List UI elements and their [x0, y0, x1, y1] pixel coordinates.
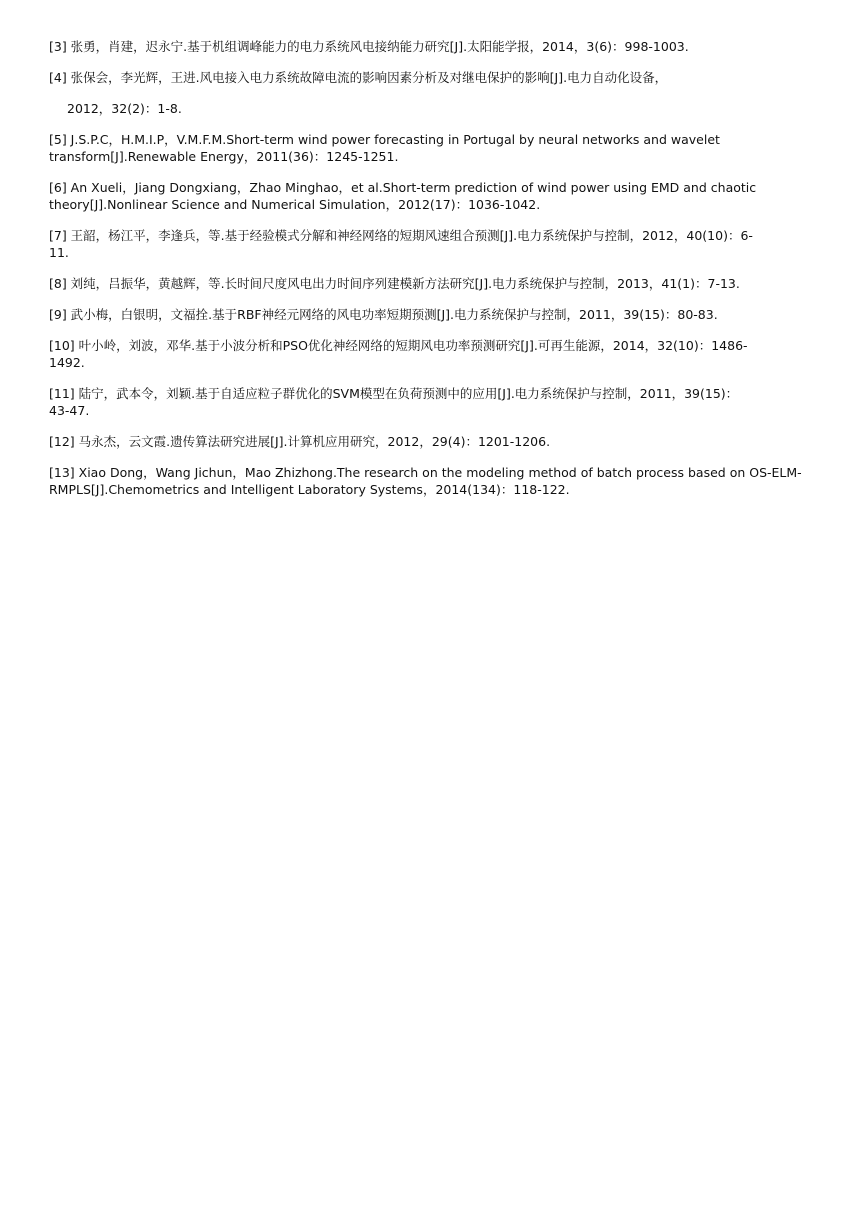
reference-line: [3] 张勇，肖建，迟永宁.基于机组调峰能力的电力系统风电接纳能力研究[J].太阳能学报，2014，3(6)：998-1003.: [49, 39, 689, 54]
reference-3: [49, 38, 824, 55]
reference-13: [49, 464, 824, 498]
reference-12: [49, 433, 824, 450]
reference-line: [11] 陆宁，武本令，刘颖.基于自适应粒子群优化的SVM模型在负荷预测中的应用[J].电力系统保护与控制，2011，39(15)：: [49, 386, 739, 401]
reference-list: [49, 38, 824, 512]
reference-line: [10] 叶小岭，刘波，邓华.基于小波分析和PSO优化神经网络的短期风电功率预测研究[J].可再生能源，2014，32(10)：1486-: [49, 338, 748, 353]
reference-line: 43-47.: [49, 403, 90, 418]
reference-line: 11.: [49, 245, 69, 260]
reference-line: [6] An Xueli，Jiang Dongxiang，Zhao Minghao，et al.Short-term prediction of wind power using EMD and chaotic: [49, 180, 757, 195]
reference-11: [49, 385, 824, 419]
reference-6: [49, 179, 824, 213]
reference-line: [12] 马永杰，云文霞.遗传算法研究进展[J].计算机应用研究，2012，29(4)：1201-1206.: [49, 434, 551, 449]
reference-line: 2012，32(2)：1-8.: [67, 101, 182, 116]
reference-line: [7] 王韶，杨江平，李逢兵，等.基于经验模式分解和神经网络的短期风速组合预测[J].电力系统保护与控制，2012，40(10)：6-: [49, 228, 753, 243]
reference-line: [5] J.S.P.C，H.M.I.P，V.M.F.M.Short-term wind power forecasting in Portugal by neural networks and wavelet: [49, 132, 720, 147]
reference-5: [49, 131, 824, 165]
reference-line: theory[J].Nonlinear Science and Numerical Simulation，2012(17)：1036-1042.: [49, 197, 541, 212]
reference-10: [49, 337, 824, 371]
reference-line: [9] 武小梅，白银明，文福拴.基于RBF神经元网络的风电功率短期预测[J].电力系统保护与控制，2011，39(15)：80-83.: [49, 307, 718, 322]
reference-9: [49, 306, 824, 323]
reference-7: [49, 227, 824, 261]
reference-4: [49, 69, 824, 117]
reference-line: transform[J].Renewable Energy，2011(36)：1245-1251.: [49, 149, 399, 164]
reference-line: [4] 张保会，李光辉，王进.风电接入电力系统故障电流的影响因素分析及对继电保护的影响[J].电力自动化设备，: [49, 70, 668, 85]
reference-line: 1492.: [49, 355, 85, 370]
reference-line: RMPLS[J].Chemometrics and Intelligent Laboratory Systems，2014(134)：118-122.: [49, 482, 570, 497]
reference-8: [49, 275, 824, 292]
reference-line: [13] Xiao Dong，Wang Jichun，Mao Zhizhong.The research on the modeling method of batch process based on OS-ELM-: [49, 465, 802, 480]
reference-line: [8] 刘纯，吕振华，黄越辉，等.长时间尺度风电出力时间序列建模新方法研究[J].电力系统保护与控制，2013，41(1)：7-13.: [49, 276, 740, 291]
